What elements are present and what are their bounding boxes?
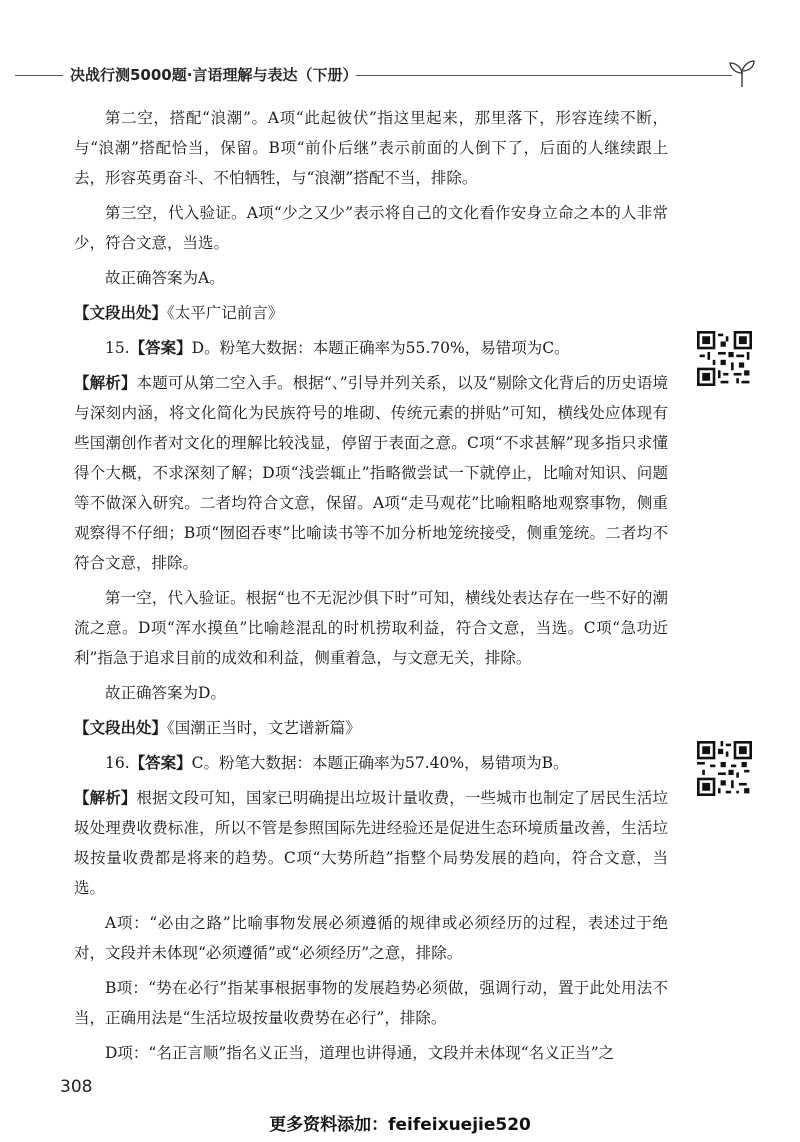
para-answer-a: 故正确答案为A。 (105, 269, 225, 287)
para-answer-d: 故正确答案为D。 (105, 684, 226, 702)
header-rule-left (15, 75, 63, 76)
para-q15-blank1: 第一空，代入验证。根据“也不无泥沙俱下时”可知，横线处表达存在一些不好的潮流之意。D项“浑水摸鱼”比喻趁混乱的时机捞取利益，符合文意，当选。C项“急功近利”指急于追求目前的成效和利益，侧重着急，与文意无关，排除。 (74, 589, 668, 667)
para-source-14: 【文段出处】《太平广记前言》 (74, 304, 284, 322)
sprout-icon (728, 58, 756, 88)
footer-contact-note: 更多资料添加：feifeixuejie520 (269, 1115, 531, 1135)
para-blank2: 第二空，搭配“浪潮”。A项“此起彼伏”指这里起来，那里落下，形容连续不断，与“浪潮”搭配恰当，保留。B项“前仆后继”表示前面的人倒下了，后面的人继续跟上去，形容英勇奋斗、不怕牺牲，与“浪潮”搭配不当，排除。 (74, 109, 668, 187)
para-q15-analysis: 【解析】本题可从第二空入手。根据“、”引导并列关系，以及“剔除文化背后的历史语境与深刻内涵，将文化简化为民族符号的堆砌、传统元素的拼贴”可知，横线处应体现有些国潮创作者对文化的理解比较浅显，停留于表面之意。C项“不求甚解”现多指只求懂得个大概，不求深刻了解；D项“浅尝辄止”指略微尝试一下就停止，比喻对知识、问题等不做深入研究。二者均符合文意，保留。A项“走马观花”比喻粗略地观察事物，侧重观察得不仔细；B项“囫囵吞枣”比喻读书等不加分析地笼统接受，侧重笼统。二者均不符合文意，排除。 (74, 374, 668, 572)
para-q16-answer: 16.【答案】C。粉笔大数据：本题正确率为57.40%，易错项为B。 (105, 754, 569, 772)
para-q16-analysis: 【解析】根据文段可知，国家已明确提出垃圾计量收费，一些城市也制定了居民生活垃圾处理费收费标准，所以不管是参照国际先进经验还是促进生态环境质量改善，生活垃圾按量收费都是将来的趋势。C项“大势所趋”指整个局势发展的趋向，符合文意，当选。 (74, 789, 668, 897)
para-q15-answer: 15.【答案】D。粉笔大数据：本题正确率为55.70%，易错项为C。 (105, 339, 570, 357)
para-source-15: 【文段出处】《国潮正当时，文艺谱新篇》 (74, 719, 361, 737)
para-blank3: 第三空，代入验证。A项“少之又少”表示将自己的文化看作安身立命之本的人非常少，符合文意，当选。 (74, 204, 668, 252)
answer-explanations (74, 103, 668, 1073)
running-header (0, 58, 800, 94)
qr-code-icon[interactable] (697, 331, 752, 386)
para-q16-option-a: A项：“必由之路”比喻事物发展必须遵循的规律或必须经历的过程，表述过于绝对，文段并未体现“必须遵循”或“必须经历”之意，排除。 (74, 914, 668, 962)
para-q16-option-d: D项：“名正言顺”指名义正当，道理也讲得通，文段并未体现“名义正当”之 (105, 1044, 615, 1062)
qr-code-icon[interactable] (697, 741, 752, 796)
header-rule-right (356, 75, 732, 76)
para-q16-option-b: B项：“势在必行”指某事根据事物的发展趋势必须做，强调行动，置于此处用法不当，正确用法是“生活垃圾按量收费势在必行”，排除。 (74, 979, 668, 1027)
book-title: 决战行测5000题·言语理解与表达（下册） (70, 66, 358, 84)
page-number: 308 (60, 1077, 93, 1097)
